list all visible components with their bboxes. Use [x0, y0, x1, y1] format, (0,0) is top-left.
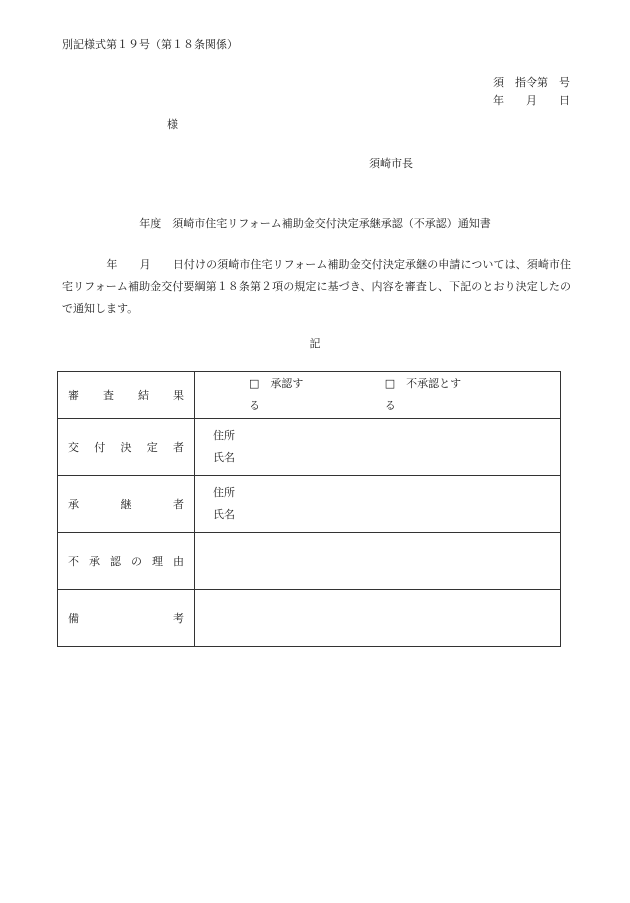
label-char: 理 — [152, 555, 163, 568]
reason-label — [68, 553, 184, 569]
label-char: 者 — [173, 498, 184, 511]
label-char: 由 — [173, 555, 184, 568]
remarks-value-cell[interactable] — [195, 590, 561, 647]
table-row-successor — [58, 476, 561, 533]
label-char: 交 — [68, 441, 79, 454]
successor-label-cell — [58, 476, 195, 533]
label-char: 決 — [120, 441, 132, 454]
reference-date: 年 月 日 — [493, 94, 570, 107]
table-row-grantee — [58, 419, 561, 476]
result-label — [68, 387, 184, 403]
form-number: 別記様式第１９号（第１８条関係） — [62, 38, 238, 51]
grantee-value-cell — [195, 419, 561, 476]
issuer: 須崎市長 — [369, 157, 413, 170]
result-table — [57, 371, 561, 647]
grantee-label — [68, 439, 184, 455]
label-char: 結 — [138, 389, 149, 402]
document-title: 年度 須崎市住宅リフォーム補助金交付決定承継承認（不承認）通知書 — [139, 217, 491, 230]
label-char: 承 — [89, 555, 100, 568]
label-char: 承 — [68, 498, 79, 511]
label-char: の — [131, 555, 142, 568]
reference-number: 須 指令第 号 — [493, 76, 570, 89]
ki-heading: 記 — [309, 337, 321, 350]
reason-label-cell — [58, 533, 195, 590]
label-char: 考 — [173, 612, 184, 625]
label-char: 査 — [103, 389, 114, 402]
label-char: 果 — [173, 389, 184, 402]
label-char: 認 — [110, 555, 121, 568]
table-row-remarks — [58, 590, 561, 647]
successor-name-label: 氏名 — [213, 508, 235, 521]
grantee-label-cell — [58, 419, 195, 476]
addressee-honorific: 様 — [167, 118, 178, 131]
successor-value-cell — [195, 476, 561, 533]
disapprove-option[interactable]: □ 不承認とする — [384, 377, 462, 412]
result-label-cell — [58, 372, 195, 419]
label-char: 者 — [173, 441, 184, 454]
grantee-address-label: 住所 — [213, 429, 235, 442]
label-char: 審 — [68, 389, 79, 402]
label-char: 定 — [146, 441, 158, 454]
remarks-label-cell — [58, 590, 195, 647]
table-row-reason — [58, 533, 561, 590]
table-row-result — [58, 372, 561, 419]
successor-address-label: 住所 — [213, 486, 235, 499]
label-char: 不 — [68, 555, 79, 568]
label-char: 付 — [94, 441, 106, 454]
grantee-name-label: 氏名 — [213, 451, 235, 464]
remarks-label — [68, 610, 184, 626]
reason-value-cell[interactable] — [195, 533, 561, 590]
body-paragraph: 年 月 日付けの須崎市住宅リフォーム補助金交付決定承継の申請については、須崎市住宅リフォーム補助金交付要綱第１８条第２項の規定に基づき、内容を審査し、下記のとおり決定したので通知します。 — [62, 258, 571, 315]
label-char: 継 — [120, 498, 132, 511]
label-char: 備 — [68, 612, 79, 625]
result-options-cell — [195, 372, 561, 419]
reference-block — [493, 74, 570, 110]
approve-option[interactable]: □ 承認する — [249, 377, 304, 412]
successor-label — [68, 496, 184, 512]
